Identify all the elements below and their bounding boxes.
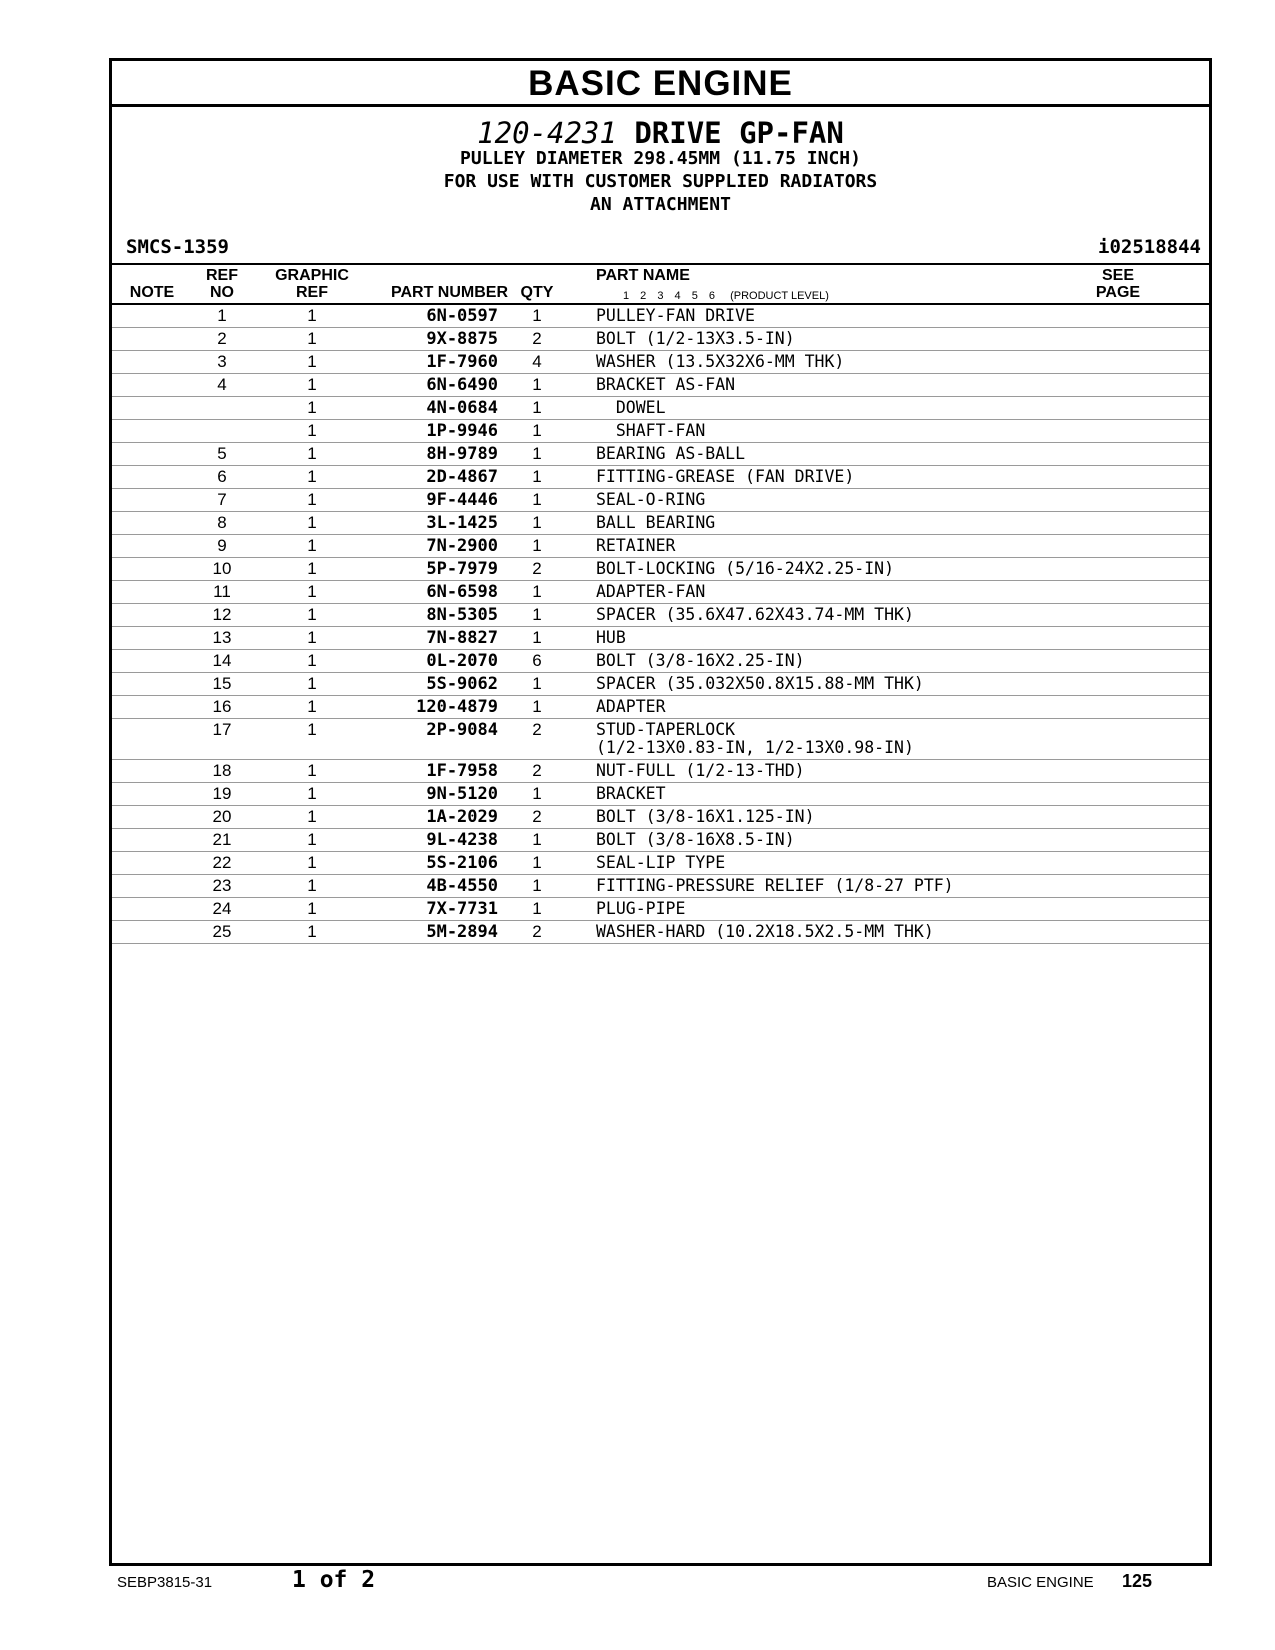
part-name-cell: BOLT (3/8-16X8.5-IN) bbox=[596, 830, 795, 849]
part-number-cell: 9X-8875 bbox=[426, 329, 498, 349]
table-row bbox=[112, 305, 1209, 328]
table-row bbox=[112, 604, 1209, 627]
group-title bbox=[112, 115, 1209, 151]
ref-no-cell: 21 bbox=[212, 830, 232, 849]
graphic-ref-cell: 1 bbox=[307, 559, 317, 578]
group-subtitle-1: PULLEY DIAMETER 298.45MM (11.75 INCH) bbox=[460, 148, 861, 169]
part-number-cell: 1A-2029 bbox=[426, 807, 498, 827]
part-number-cell: 1P-9946 bbox=[426, 421, 498, 441]
column-header-ref-bottom: NO bbox=[210, 284, 234, 301]
ref-no-cell: 11 bbox=[213, 582, 231, 601]
part-name-cell: SEAL-O-RING bbox=[596, 490, 706, 509]
part-number-cell: 7N-2900 bbox=[426, 536, 498, 556]
graphic-ref-cell: 1 bbox=[307, 761, 317, 780]
part-name-cell: FITTING-PRESSURE RELIEF (1/8-27 PTF) bbox=[596, 876, 954, 895]
part-name-cell: BEARING AS-BALL bbox=[596, 444, 746, 463]
part-number-cell: 9F-4446 bbox=[426, 490, 498, 510]
ref-no-cell: 5 bbox=[217, 444, 227, 463]
graphic-ref-cell: 1 bbox=[307, 720, 317, 739]
column-header-part-number: PART NUMBER bbox=[390, 284, 508, 301]
table-row bbox=[112, 397, 1209, 420]
graphic-ref-cell: 1 bbox=[307, 674, 317, 693]
table-row bbox=[112, 875, 1209, 898]
table-row bbox=[112, 374, 1209, 397]
part-name-cell: WASHER (13.5X32X6-MM THK) bbox=[596, 352, 845, 371]
table-row bbox=[112, 852, 1209, 875]
table-row bbox=[112, 627, 1209, 650]
ref-no-cell: 7 bbox=[217, 490, 227, 509]
footer-section-name: BASIC ENGINE bbox=[987, 1574, 1094, 1591]
part-name-cell: SHAFT-FAN bbox=[596, 421, 706, 440]
part-number-cell: 8H-9789 bbox=[426, 444, 498, 464]
table-row bbox=[112, 760, 1209, 783]
qty-cell: 2 bbox=[532, 761, 542, 780]
qty-cell: 4 bbox=[532, 352, 542, 371]
column-header-ref bbox=[192, 267, 252, 301]
qty-cell: 2 bbox=[532, 922, 542, 941]
footer-page-number: 125 bbox=[1122, 1571, 1153, 1591]
graphic-ref-cell: 1 bbox=[307, 582, 317, 601]
part-name-cell: DOWEL bbox=[596, 398, 666, 417]
ref-no-cell: 16 bbox=[212, 697, 232, 716]
graphic-ref-cell: 1 bbox=[307, 605, 317, 624]
part-name-cell: BOLT-LOCKING (5/16-24X2.25-IN) bbox=[596, 559, 895, 578]
qty-cell: 1 bbox=[532, 853, 542, 872]
group-subtitle-3: AN ATTACHMENT bbox=[590, 194, 731, 215]
part-name-cell: RETAINER bbox=[596, 536, 676, 555]
graphic-ref-cell: 1 bbox=[307, 490, 317, 509]
part-name-cell: BOLT (3/8-16X1.125-IN) bbox=[596, 807, 815, 826]
table-row bbox=[112, 558, 1209, 581]
header-top-rule bbox=[112, 263, 1209, 265]
ref-no-cell: 25 bbox=[212, 922, 232, 941]
qty-cell: 1 bbox=[532, 674, 542, 693]
table-row bbox=[112, 420, 1209, 443]
product-level-digits: 1 2 3 4 5 6 bbox=[623, 290, 715, 302]
part-number-cell: 4B-4550 bbox=[426, 876, 498, 896]
qty-cell: 1 bbox=[532, 605, 542, 624]
ref-no-cell: 3 bbox=[217, 352, 227, 371]
part-number-cell: 1F-7958 bbox=[426, 761, 498, 781]
part-number-cell: 9L-4238 bbox=[426, 830, 498, 850]
parts-table bbox=[112, 305, 1209, 944]
graphic-ref-cell: 1 bbox=[307, 784, 317, 803]
part-name-cell: BALL BEARING bbox=[596, 513, 716, 532]
part-name-cell: ADAPTER-FAN bbox=[596, 582, 706, 601]
group-subtitle-2: FOR USE WITH CUSTOMER SUPPLIED RADIATORS bbox=[443, 171, 878, 192]
column-header-ref-top: REF bbox=[206, 267, 238, 284]
table-row bbox=[112, 806, 1209, 829]
graphic-ref-cell: 1 bbox=[307, 807, 317, 826]
table-row bbox=[112, 535, 1209, 558]
ref-no-cell: 8 bbox=[217, 513, 227, 532]
product-level-label: (PRODUCT LEVEL) bbox=[730, 290, 829, 302]
graphic-ref-cell: 1 bbox=[307, 697, 317, 716]
part-number-cell: 0L-2070 bbox=[426, 651, 498, 671]
graphic-ref-cell: 1 bbox=[307, 421, 317, 440]
part-name-cell: SPACER (35.032X50.8X15.88-MM THK) bbox=[596, 674, 924, 693]
column-header-qty: QTY bbox=[520, 284, 554, 301]
table-row bbox=[112, 719, 1209, 760]
graphic-ref-cell: 1 bbox=[307, 922, 317, 941]
part-name-cell: STUD-TAPERLOCK (1/2-13X0.83-IN, 1/2-13X0.98-IN) bbox=[596, 720, 914, 757]
graphic-ref-cell: 1 bbox=[307, 329, 317, 348]
page-frame bbox=[109, 58, 1212, 1566]
part-number-cell: 4N-0684 bbox=[426, 398, 498, 418]
qty-cell: 1 bbox=[532, 513, 542, 532]
table-row bbox=[112, 466, 1209, 489]
part-name-cell: HUB bbox=[596, 628, 626, 647]
ref-no-cell: 6 bbox=[217, 467, 227, 486]
part-number-cell: 2P-9084 bbox=[426, 720, 498, 740]
ref-no-cell: 10 bbox=[212, 559, 232, 578]
qty-cell: 1 bbox=[532, 697, 542, 716]
part-name-cell: PLUG-PIPE bbox=[596, 899, 686, 918]
qty-cell: 1 bbox=[532, 536, 542, 555]
part-name-cell: WASHER-HARD (10.2X18.5X2.5-MM THK) bbox=[596, 922, 934, 941]
part-number-cell: 9N-5120 bbox=[426, 784, 498, 804]
part-number-cell: 5S-9062 bbox=[426, 674, 498, 694]
part-number-cell: 3L-1425 bbox=[426, 513, 498, 533]
column-header-graphic-top: GRAPHIC bbox=[275, 267, 349, 284]
table-row bbox=[112, 443, 1209, 466]
graphic-ref-cell: 1 bbox=[307, 306, 317, 325]
qty-cell: 1 bbox=[532, 830, 542, 849]
part-name-cell: BRACKET bbox=[596, 784, 666, 803]
column-header-see-page bbox=[1088, 267, 1148, 301]
graphic-ref-cell: 1 bbox=[307, 398, 317, 417]
column-header-part-name: PART NAME bbox=[596, 267, 690, 284]
qty-cell: 1 bbox=[532, 375, 542, 394]
group-name: DRIVE GP-FAN bbox=[634, 116, 844, 150]
ref-no-cell: 23 bbox=[212, 876, 232, 895]
ref-no-cell: 15 bbox=[212, 674, 232, 693]
part-number-cell: 7X-7731 bbox=[426, 899, 498, 919]
qty-cell: 2 bbox=[532, 720, 542, 739]
part-number-cell: 1F-7960 bbox=[426, 352, 498, 372]
ref-no-cell: 14 bbox=[212, 651, 232, 670]
part-number-cell: 5P-7979 bbox=[426, 559, 498, 579]
graphic-ref-cell: 1 bbox=[307, 352, 317, 371]
graphic-ref-cell: 1 bbox=[307, 536, 317, 555]
ref-no-cell: 22 bbox=[212, 853, 232, 872]
illustration-id: i02518844 bbox=[1098, 236, 1201, 258]
footer-document-number: SEBP3815-31 bbox=[117, 1574, 213, 1591]
part-number-cell: 2D-4867 bbox=[426, 467, 498, 487]
column-header-note: NOTE bbox=[129, 284, 175, 301]
table-row bbox=[112, 650, 1209, 673]
column-header-see-bottom: PAGE bbox=[1095, 284, 1141, 301]
part-name-cell: ADAPTER bbox=[596, 697, 666, 716]
qty-cell: 1 bbox=[532, 899, 542, 918]
part-name-cell: PULLEY-FAN DRIVE bbox=[596, 306, 755, 325]
part-number-cell: 120-4879 bbox=[416, 697, 498, 717]
qty-cell: 1 bbox=[532, 444, 542, 463]
table-row bbox=[112, 783, 1209, 806]
table-row bbox=[112, 673, 1209, 696]
smcs-code: SMCS-1359 bbox=[126, 236, 229, 258]
graphic-ref-cell: 1 bbox=[307, 375, 317, 394]
part-number-cell: 6N-0597 bbox=[426, 306, 498, 326]
table-row bbox=[112, 489, 1209, 512]
qty-cell: 1 bbox=[532, 876, 542, 895]
table-row bbox=[112, 829, 1209, 852]
graphic-ref-cell: 1 bbox=[307, 444, 317, 463]
ref-no-cell: 20 bbox=[212, 807, 232, 826]
qty-cell: 1 bbox=[532, 421, 542, 440]
ref-no-cell: 17 bbox=[212, 720, 232, 739]
qty-cell: 6 bbox=[532, 651, 542, 670]
qty-cell: 1 bbox=[532, 628, 542, 647]
qty-cell: 1 bbox=[532, 582, 542, 601]
column-header-graphic bbox=[272, 267, 352, 301]
table-row bbox=[112, 696, 1209, 719]
part-name-cell: BRACKET AS-FAN bbox=[596, 375, 736, 394]
qty-cell: 1 bbox=[532, 490, 542, 509]
part-number-cell: 6N-6598 bbox=[426, 582, 498, 602]
table-row bbox=[112, 328, 1209, 351]
ref-no-cell: 9 bbox=[217, 536, 227, 555]
column-header-product-level bbox=[623, 290, 829, 302]
qty-cell: 2 bbox=[532, 329, 542, 348]
ref-no-cell: 12 bbox=[212, 605, 232, 624]
table-row bbox=[112, 921, 1209, 944]
ref-no-cell: 13 bbox=[212, 628, 232, 647]
table-row bbox=[112, 351, 1209, 374]
table-row bbox=[112, 512, 1209, 535]
column-header-graphic-bottom: REF bbox=[296, 284, 328, 301]
table-row bbox=[112, 898, 1209, 921]
qty-cell: 1 bbox=[532, 784, 542, 803]
graphic-ref-cell: 1 bbox=[307, 513, 317, 532]
part-name-cell: NUT-FULL (1/2-13-THD) bbox=[596, 761, 805, 780]
ref-no-cell: 18 bbox=[212, 761, 232, 780]
ref-no-cell: 1 bbox=[217, 306, 227, 325]
qty-cell: 1 bbox=[532, 398, 542, 417]
ref-no-cell: 4 bbox=[217, 375, 227, 394]
part-number-cell: 6N-6490 bbox=[426, 375, 498, 395]
graphic-ref-cell: 1 bbox=[307, 899, 317, 918]
part-number-cell: 7N-8827 bbox=[426, 628, 498, 648]
graphic-ref-cell: 1 bbox=[307, 467, 317, 486]
graphic-ref-cell: 1 bbox=[307, 876, 317, 895]
part-name-cell: SEAL-LIP TYPE bbox=[596, 853, 726, 872]
ref-no-cell: 19 bbox=[212, 784, 232, 803]
part-name-cell: SPACER (35.6X47.62X43.74-MM THK) bbox=[596, 605, 914, 624]
graphic-ref-cell: 1 bbox=[307, 628, 317, 647]
part-number-cell: 5M-2894 bbox=[426, 922, 498, 942]
ref-no-cell: 24 bbox=[212, 899, 232, 918]
part-name-cell: FITTING-GREASE (FAN DRIVE) bbox=[596, 467, 855, 486]
part-name-cell: BOLT (1/2-13X3.5-IN) bbox=[596, 329, 795, 348]
qty-cell: 2 bbox=[532, 807, 542, 826]
part-name-cell: BOLT (3/8-16X2.25-IN) bbox=[596, 651, 805, 670]
column-header-see-top: SEE bbox=[1101, 267, 1134, 284]
table-row bbox=[112, 581, 1209, 604]
part-number-cell: 5S-2106 bbox=[426, 853, 498, 873]
group-number: 120-4231 bbox=[477, 116, 617, 150]
qty-cell: 2 bbox=[532, 559, 542, 578]
footer-page-of: 1 of 2 bbox=[292, 1567, 376, 1593]
qty-cell: 1 bbox=[532, 306, 542, 325]
ref-no-cell: 2 bbox=[217, 329, 227, 348]
graphic-ref-cell: 1 bbox=[307, 830, 317, 849]
qty-cell: 1 bbox=[532, 467, 542, 486]
graphic-ref-cell: 1 bbox=[307, 853, 317, 872]
part-number-cell: 8N-5305 bbox=[426, 605, 498, 625]
section-banner: BASIC ENGINE bbox=[112, 61, 1209, 107]
graphic-ref-cell: 1 bbox=[307, 651, 317, 670]
